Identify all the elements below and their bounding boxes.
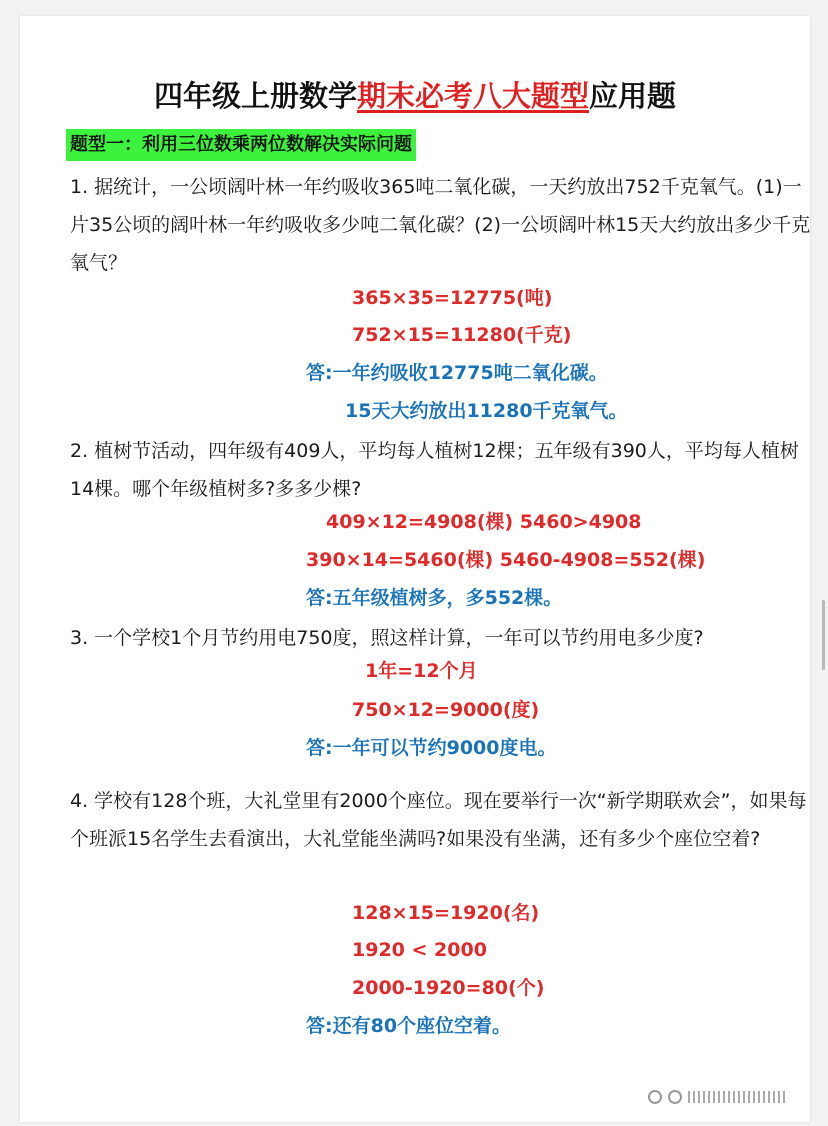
q4-calc-2: 1920 < 2000 [352, 939, 487, 961]
q3-calc-1: 1年=12个月 [365, 660, 478, 682]
title-part1: 四年级上册数学 [153, 79, 357, 113]
watermark [648, 1090, 788, 1104]
q1-calc-1: 365×35=12775(吨) [352, 287, 553, 309]
q4-calc-1: 128×15=1920(名) [352, 902, 540, 924]
section-label: 题型一：利用三位数乘两位数解决实际问题 [66, 129, 416, 161]
question-1-text: 1. 据统计，一公顷阔叶林一年约吸收365吨二氧化碳，一天约放出752千克氧气。(1)一片35公顷的阔叶林一年约吸收多少吨二氧化碳？(2)一公顷阔叶林15天大约放出多少千克氧气？ [70, 176, 811, 274]
q3-calc-2: 750×12=9000(度) [352, 699, 540, 721]
scrollbar[interactable] [822, 600, 825, 670]
q1-answer-2: 15天大约放出11280千克氧气。 [345, 400, 628, 422]
question-4-text: 4. 学校有128个班，大礼堂里有2000个座位。现在要举行一次“新学期联欢会”，如果每个班派15名学生去看演出，大礼堂能坐满吗?如果没有坐满，还有多少个座位空着? [70, 790, 807, 850]
q4-calc-3: 2000-1920=80(个) [352, 977, 545, 999]
q1-calc-2: 752×15=11280(千克) [352, 324, 572, 346]
watermark-pattern-icon [688, 1091, 788, 1103]
q4-answer-1: 答:还有80个座位空着。 [306, 1015, 512, 1037]
watermark-circle-icon [648, 1090, 662, 1104]
title-highlight: 期末必考八大题型 [356, 79, 589, 113]
q2-answer-1: 答:五年级植树多，多552棵。 [306, 587, 563, 609]
q2-calc-2: 390×14=5460(棵) 5460-4908=552(棵) [306, 549, 706, 571]
q3-answer-1: 答:一年可以节约9000度电。 [306, 737, 557, 759]
q1-answer-1: 答:一年约吸收12775吨二氧化碳。 [306, 362, 608, 384]
title-part3: 应用题 [589, 79, 677, 113]
page-title [20, 74, 810, 115]
watermark-circle-icon [668, 1090, 682, 1104]
document-page [20, 16, 810, 1122]
q2-calc-1: 409×12=4908(棵) 5460>4908 [326, 511, 642, 533]
question-2-text: 2. 植树节活动，四年级有409人，平均每人植树12棵；五年级有390人，平均每人植树14棵。哪个年级植树多?多多少棵? [70, 440, 799, 500]
question-3-text: 3. 一个学校1个月节约用电750度，照这样计算，一年可以节约用电多少度? [70, 627, 704, 649]
